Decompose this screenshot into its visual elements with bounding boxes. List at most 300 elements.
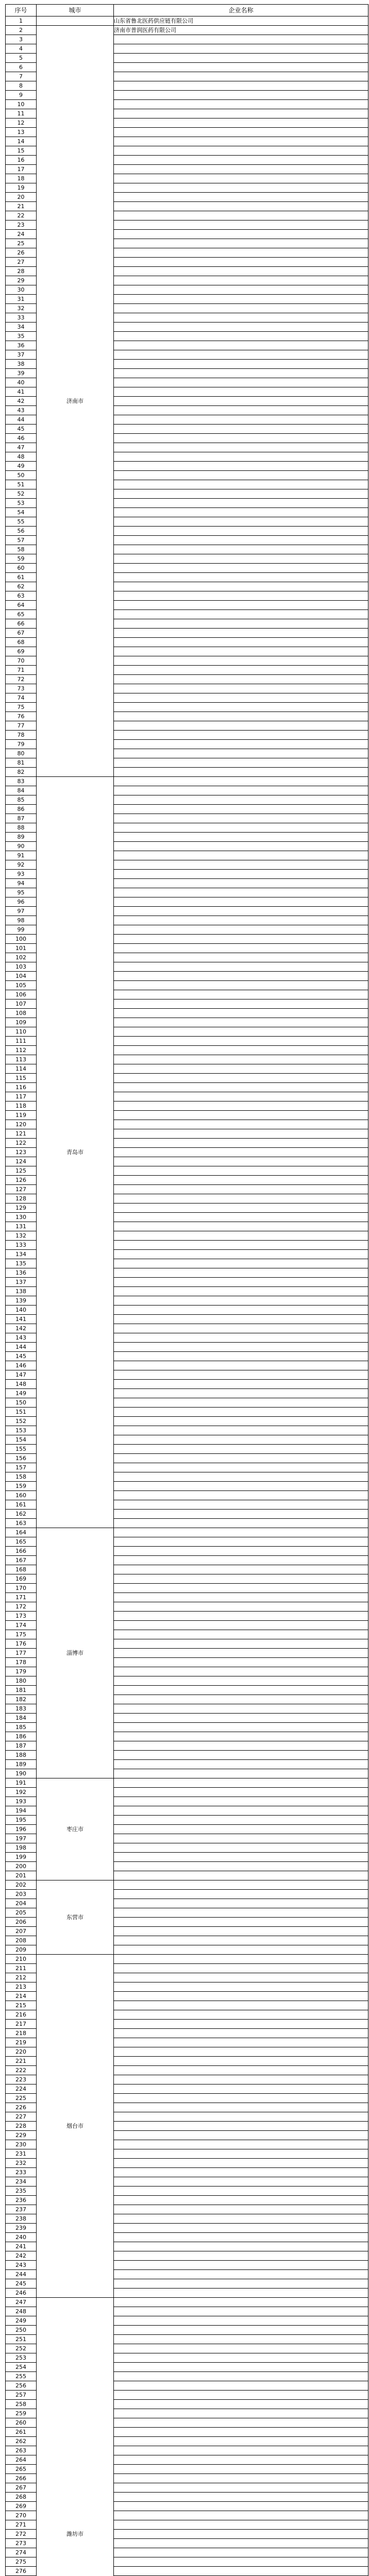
company-name-cell bbox=[114, 2094, 368, 2103]
row-index: 215 bbox=[6, 2001, 37, 2010]
row-index: 11 bbox=[6, 109, 37, 118]
row-index: 249 bbox=[6, 2316, 37, 2326]
company-name-cell bbox=[114, 1111, 368, 1120]
row-index: 97 bbox=[6, 907, 37, 916]
row-index: 83 bbox=[6, 777, 37, 786]
company-name-cell bbox=[114, 1936, 368, 1945]
row-index: 122 bbox=[6, 1139, 37, 1148]
row-index: 93 bbox=[6, 870, 37, 879]
row-index: 4 bbox=[6, 44, 37, 54]
company-name-cell bbox=[114, 2557, 368, 2567]
table-row bbox=[6, 26, 368, 35]
city-cell: 潍坊市 bbox=[37, 2298, 114, 2576]
row-index: 88 bbox=[6, 823, 37, 833]
table-row bbox=[6, 2298, 368, 2307]
header-index: 序号 bbox=[6, 5, 37, 16]
row-index: 180 bbox=[6, 1676, 37, 1686]
city-cell: 济南市 bbox=[37, 26, 114, 777]
company-name-cell bbox=[114, 156, 368, 165]
company-name-cell bbox=[114, 638, 368, 647]
company-name-cell bbox=[114, 434, 368, 443]
row-index: 119 bbox=[6, 1111, 37, 1120]
row-index: 190 bbox=[6, 1769, 37, 1778]
row-index: 28 bbox=[6, 267, 37, 276]
row-index: 219 bbox=[6, 2038, 37, 2047]
row-index: 42 bbox=[6, 397, 37, 406]
company-name-cell bbox=[114, 1686, 368, 1695]
row-index: 137 bbox=[6, 1278, 37, 1287]
row-index: 165 bbox=[6, 1537, 37, 1547]
company-name-cell bbox=[114, 248, 368, 258]
row-index: 32 bbox=[6, 304, 37, 313]
company-name-cell bbox=[114, 675, 368, 684]
company-name-cell bbox=[114, 1834, 368, 1843]
row-index: 71 bbox=[6, 666, 37, 675]
company-name-cell bbox=[114, 1463, 368, 1472]
company-name-cell bbox=[114, 471, 368, 480]
row-index: 66 bbox=[6, 619, 37, 629]
company-name-cell bbox=[114, 1389, 368, 1398]
city-cell: 青岛市 bbox=[37, 777, 114, 1528]
row-index: 109 bbox=[6, 1018, 37, 1027]
company-name-cell bbox=[114, 536, 368, 545]
row-index: 1 bbox=[6, 16, 37, 26]
company-name-cell bbox=[114, 2140, 368, 2149]
company-name-cell bbox=[114, 2149, 368, 2159]
company-name-cell bbox=[114, 1639, 368, 1649]
row-index: 227 bbox=[6, 2112, 37, 2122]
company-name-cell bbox=[114, 1139, 368, 1148]
company-name-cell bbox=[114, 2344, 368, 2353]
row-index: 196 bbox=[6, 1825, 37, 1834]
row-index: 73 bbox=[6, 684, 37, 693]
company-name-cell bbox=[114, 193, 368, 202]
row-index: 80 bbox=[6, 749, 37, 758]
company-name-cell bbox=[114, 1537, 368, 1547]
company-name-cell bbox=[114, 44, 368, 54]
company-name-cell bbox=[114, 2437, 368, 2446]
company-name-cell bbox=[114, 2122, 368, 2131]
row-index: 206 bbox=[6, 1918, 37, 1927]
row-index: 267 bbox=[6, 2483, 37, 2493]
company-name-cell bbox=[114, 1009, 368, 1018]
row-index: 10 bbox=[6, 100, 37, 109]
company-name-cell bbox=[114, 1157, 368, 1166]
company-name-cell bbox=[114, 721, 368, 731]
row-index: 103 bbox=[6, 962, 37, 972]
company-name-cell bbox=[114, 1083, 368, 1092]
company-name-cell bbox=[114, 313, 368, 323]
company-name-cell bbox=[114, 2047, 368, 2057]
row-index: 144 bbox=[6, 1343, 37, 1352]
company-name-cell bbox=[114, 1955, 368, 1964]
row-index: 76 bbox=[6, 712, 37, 721]
row-index: 217 bbox=[6, 2020, 37, 2029]
company-name-cell bbox=[114, 564, 368, 573]
row-index: 163 bbox=[6, 1519, 37, 1528]
row-index: 30 bbox=[6, 285, 37, 295]
city-cell: 烟台市 bbox=[37, 1955, 114, 2298]
company-name-cell bbox=[114, 118, 368, 128]
row-index: 134 bbox=[6, 1250, 37, 1259]
company-name-cell bbox=[114, 1528, 368, 1537]
row-index: 179 bbox=[6, 1667, 37, 1676]
company-name-cell bbox=[114, 221, 368, 230]
city-cell: 淄博市 bbox=[37, 1528, 114, 1778]
company-name-cell bbox=[114, 2455, 368, 2465]
company-name-cell bbox=[114, 2511, 368, 2520]
row-index: 106 bbox=[6, 990, 37, 999]
row-index: 121 bbox=[6, 1129, 37, 1139]
company-name-cell bbox=[114, 1166, 368, 1176]
row-index: 56 bbox=[6, 527, 37, 536]
row-index: 49 bbox=[6, 462, 37, 471]
row-index: 95 bbox=[6, 888, 37, 897]
company-name-cell bbox=[114, 276, 368, 285]
row-index: 98 bbox=[6, 916, 37, 925]
company-name-cell bbox=[114, 2131, 368, 2140]
company-name-cell bbox=[114, 758, 368, 768]
company-name-cell bbox=[114, 2279, 368, 2289]
row-index: 197 bbox=[6, 1834, 37, 1843]
company-name-cell bbox=[114, 731, 368, 740]
company-name-cell bbox=[114, 888, 368, 897]
company-name-cell bbox=[114, 1927, 368, 1936]
row-index: 112 bbox=[6, 1046, 37, 1055]
row-index: 141 bbox=[6, 1315, 37, 1324]
row-index: 99 bbox=[6, 925, 37, 935]
company-name-cell bbox=[114, 1064, 368, 1074]
row-index: 186 bbox=[6, 1732, 37, 1741]
row-index: 236 bbox=[6, 2196, 37, 2205]
row-index: 5 bbox=[6, 54, 37, 63]
row-index: 175 bbox=[6, 1630, 37, 1639]
company-name-cell bbox=[114, 666, 368, 675]
company-name-cell bbox=[114, 1751, 368, 1760]
row-index: 63 bbox=[6, 591, 37, 601]
company-name-cell bbox=[114, 100, 368, 109]
row-index: 166 bbox=[6, 1547, 37, 1556]
company-name-cell bbox=[114, 1862, 368, 1871]
row-index: 276 bbox=[6, 2567, 37, 2576]
row-index: 38 bbox=[6, 360, 37, 369]
row-index: 173 bbox=[6, 1612, 37, 1621]
company-name-cell bbox=[114, 1204, 368, 1213]
row-index: 129 bbox=[6, 1204, 37, 1213]
row-index: 18 bbox=[6, 174, 37, 183]
row-index: 53 bbox=[6, 499, 37, 508]
company-name-cell bbox=[114, 2381, 368, 2391]
row-index: 100 bbox=[6, 935, 37, 944]
company-name-cell bbox=[114, 2400, 368, 2409]
row-index: 21 bbox=[6, 202, 37, 211]
row-index: 260 bbox=[6, 2418, 37, 2428]
company-name-cell: 济南市普润医药有限公司 bbox=[114, 26, 368, 35]
company-name-cell bbox=[114, 2196, 368, 2205]
company-name-cell bbox=[114, 1408, 368, 1417]
row-index: 223 bbox=[6, 2075, 37, 2084]
company-name-cell bbox=[114, 527, 368, 536]
company-name-cell bbox=[114, 72, 368, 81]
company-name-cell bbox=[114, 1918, 368, 1927]
company-name-cell bbox=[114, 990, 368, 999]
company-name-cell bbox=[114, 573, 368, 582]
company-name-cell bbox=[114, 2530, 368, 2539]
company-name-cell bbox=[114, 999, 368, 1009]
row-index: 261 bbox=[6, 2428, 37, 2437]
row-index: 139 bbox=[6, 1296, 37, 1306]
company-name-cell bbox=[114, 2335, 368, 2344]
company-name-cell bbox=[114, 2502, 368, 2511]
row-index: 195 bbox=[6, 1816, 37, 1825]
row-index: 155 bbox=[6, 1445, 37, 1454]
row-index: 274 bbox=[6, 2548, 37, 2557]
company-name-cell bbox=[114, 1825, 368, 1834]
row-index: 145 bbox=[6, 1352, 37, 1361]
row-index: 256 bbox=[6, 2381, 37, 2391]
company-name-cell bbox=[114, 2326, 368, 2335]
company-name-cell bbox=[114, 239, 368, 248]
row-index: 101 bbox=[6, 944, 37, 953]
row-index: 248 bbox=[6, 2307, 37, 2316]
company-name-cell bbox=[114, 1704, 368, 1714]
company-name-cell bbox=[114, 1741, 368, 1751]
row-index: 107 bbox=[6, 999, 37, 1009]
company-name-cell bbox=[114, 1482, 368, 1491]
row-index: 74 bbox=[6, 693, 37, 703]
company-name-cell bbox=[114, 2168, 368, 2177]
row-index: 198 bbox=[6, 1843, 37, 1853]
company-name-cell bbox=[114, 1695, 368, 1704]
row-index: 243 bbox=[6, 2261, 37, 2270]
row-index: 245 bbox=[6, 2279, 37, 2289]
company-name-cell bbox=[114, 1797, 368, 1806]
row-index: 169 bbox=[6, 1574, 37, 1584]
company-name-cell bbox=[114, 981, 368, 990]
row-index: 110 bbox=[6, 1027, 37, 1037]
row-index: 67 bbox=[6, 629, 37, 638]
row-index: 59 bbox=[6, 554, 37, 564]
row-index: 159 bbox=[6, 1482, 37, 1491]
company-name-cell bbox=[114, 211, 368, 221]
row-index: 87 bbox=[6, 814, 37, 823]
company-name-cell bbox=[114, 406, 368, 415]
row-index: 247 bbox=[6, 2298, 37, 2307]
company-name-cell bbox=[114, 304, 368, 313]
row-index: 46 bbox=[6, 434, 37, 443]
row-index: 202 bbox=[6, 1880, 37, 1890]
row-index: 23 bbox=[6, 221, 37, 230]
row-index: 268 bbox=[6, 2493, 37, 2502]
company-name-cell bbox=[114, 285, 368, 295]
company-name-cell bbox=[114, 1185, 368, 1194]
row-index: 77 bbox=[6, 721, 37, 731]
row-index: 54 bbox=[6, 508, 37, 517]
row-index: 39 bbox=[6, 369, 37, 378]
row-index: 193 bbox=[6, 1797, 37, 1806]
company-name-cell bbox=[114, 2391, 368, 2400]
row-index: 207 bbox=[6, 1927, 37, 1936]
company-name-cell bbox=[114, 1296, 368, 1306]
row-index: 216 bbox=[6, 2010, 37, 2020]
row-index: 140 bbox=[6, 1306, 37, 1315]
company-name-cell bbox=[114, 1500, 368, 1510]
company-name-cell bbox=[114, 1871, 368, 1880]
company-name-cell bbox=[114, 128, 368, 137]
company-name-cell bbox=[114, 1621, 368, 1630]
row-index: 68 bbox=[6, 638, 37, 647]
row-index: 172 bbox=[6, 1602, 37, 1612]
row-index: 272 bbox=[6, 2530, 37, 2539]
row-index: 19 bbox=[6, 183, 37, 193]
row-index: 55 bbox=[6, 517, 37, 527]
row-index: 29 bbox=[6, 276, 37, 285]
company-name-cell bbox=[114, 2446, 368, 2455]
company-name-cell bbox=[114, 2548, 368, 2557]
company-name-cell bbox=[114, 1055, 368, 1064]
row-index: 258 bbox=[6, 2400, 37, 2409]
row-index: 225 bbox=[6, 2094, 37, 2103]
row-index: 31 bbox=[6, 295, 37, 304]
row-index: 181 bbox=[6, 1686, 37, 1695]
company-name-cell bbox=[114, 582, 368, 591]
company-name-cell bbox=[114, 1037, 368, 1046]
company-name-cell bbox=[114, 795, 368, 805]
company-name-cell bbox=[114, 647, 368, 656]
company-name-cell bbox=[114, 1649, 368, 1658]
row-index: 177 bbox=[6, 1649, 37, 1658]
company-name-cell bbox=[114, 1046, 368, 1055]
table-row bbox=[6, 1528, 368, 1537]
company-name-cell bbox=[114, 480, 368, 489]
company-name-cell bbox=[114, 2567, 368, 2576]
row-index: 123 bbox=[6, 1148, 37, 1157]
row-index: 187 bbox=[6, 1741, 37, 1751]
row-index: 218 bbox=[6, 2029, 37, 2038]
row-index: 178 bbox=[6, 1658, 37, 1667]
company-name-cell bbox=[114, 2261, 368, 2270]
row-index: 205 bbox=[6, 1908, 37, 1918]
row-index: 70 bbox=[6, 656, 37, 666]
row-index: 9 bbox=[6, 91, 37, 100]
table-row bbox=[6, 1778, 368, 1788]
company-name-cell bbox=[114, 1760, 368, 1769]
row-index: 146 bbox=[6, 1361, 37, 1370]
company-name-cell bbox=[114, 749, 368, 758]
row-index: 264 bbox=[6, 2455, 37, 2465]
company-name-cell bbox=[114, 109, 368, 118]
company-name-cell bbox=[114, 2372, 368, 2381]
row-index: 115 bbox=[6, 1074, 37, 1083]
company-name-cell bbox=[114, 1435, 368, 1445]
company-name-cell bbox=[114, 1658, 368, 1667]
row-index: 135 bbox=[6, 1259, 37, 1268]
company-name-cell bbox=[114, 1027, 368, 1037]
row-index: 233 bbox=[6, 2168, 37, 2177]
row-index: 164 bbox=[6, 1528, 37, 1537]
row-index: 237 bbox=[6, 2205, 37, 2214]
row-index: 138 bbox=[6, 1287, 37, 1296]
row-index: 154 bbox=[6, 1435, 37, 1445]
company-name-cell bbox=[114, 1556, 368, 1565]
company-name-cell bbox=[114, 935, 368, 944]
company-name-cell bbox=[114, 2038, 368, 2047]
row-index: 17 bbox=[6, 165, 37, 174]
row-index: 240 bbox=[6, 2233, 37, 2242]
company-name-cell bbox=[114, 378, 368, 387]
company-name-cell bbox=[114, 1268, 368, 1278]
company-name-cell bbox=[114, 2418, 368, 2428]
company-name-cell bbox=[114, 174, 368, 183]
row-index: 79 bbox=[6, 740, 37, 749]
row-index: 170 bbox=[6, 1584, 37, 1593]
company-name-cell bbox=[114, 63, 368, 72]
company-name-cell bbox=[114, 230, 368, 239]
row-index: 188 bbox=[6, 1751, 37, 1760]
row-index: 58 bbox=[6, 545, 37, 554]
row-index: 254 bbox=[6, 2363, 37, 2372]
row-index: 136 bbox=[6, 1268, 37, 1278]
company-name-cell bbox=[114, 1723, 368, 1732]
row-index: 255 bbox=[6, 2372, 37, 2381]
row-index: 16 bbox=[6, 156, 37, 165]
row-index: 143 bbox=[6, 1333, 37, 1343]
company-name-cell bbox=[114, 443, 368, 452]
company-name-cell bbox=[114, 2066, 368, 2075]
company-name-cell bbox=[114, 1612, 368, 1621]
company-name-cell bbox=[114, 777, 368, 786]
row-index: 273 bbox=[6, 2539, 37, 2548]
company-name-cell bbox=[114, 146, 368, 156]
company-name-cell bbox=[114, 656, 368, 666]
row-index: 62 bbox=[6, 582, 37, 591]
company-name-cell bbox=[114, 1714, 368, 1723]
company-registry-table bbox=[5, 4, 368, 2576]
row-index: 262 bbox=[6, 2437, 37, 2446]
row-index: 222 bbox=[6, 2066, 37, 2075]
company-name-cell bbox=[114, 1361, 368, 1370]
company-name-cell bbox=[114, 1992, 368, 2001]
company-name-cell bbox=[114, 833, 368, 842]
row-index: 226 bbox=[6, 2103, 37, 2112]
company-name-cell bbox=[114, 1510, 368, 1519]
row-index: 81 bbox=[6, 758, 37, 768]
company-name-cell bbox=[114, 1788, 368, 1797]
company-name-cell bbox=[114, 1259, 368, 1268]
row-index: 184 bbox=[6, 1714, 37, 1723]
row-index: 92 bbox=[6, 860, 37, 870]
row-index: 89 bbox=[6, 833, 37, 842]
company-name-cell bbox=[114, 1380, 368, 1389]
company-name-cell bbox=[114, 1472, 368, 1482]
row-index: 43 bbox=[6, 406, 37, 415]
row-index: 128 bbox=[6, 1194, 37, 1204]
row-index: 65 bbox=[6, 610, 37, 619]
row-index: 176 bbox=[6, 1639, 37, 1649]
company-name-cell bbox=[114, 1843, 368, 1853]
company-name-cell bbox=[114, 972, 368, 981]
row-index: 91 bbox=[6, 851, 37, 860]
row-index: 118 bbox=[6, 1101, 37, 1111]
company-name-cell bbox=[114, 805, 368, 814]
row-index: 209 bbox=[6, 1945, 37, 1955]
company-name-cell bbox=[114, 1964, 368, 1973]
company-name-cell bbox=[114, 740, 368, 749]
company-name-cell bbox=[114, 489, 368, 499]
company-name-cell bbox=[114, 1324, 368, 1333]
row-index: 152 bbox=[6, 1417, 37, 1426]
company-name-cell bbox=[114, 2483, 368, 2493]
